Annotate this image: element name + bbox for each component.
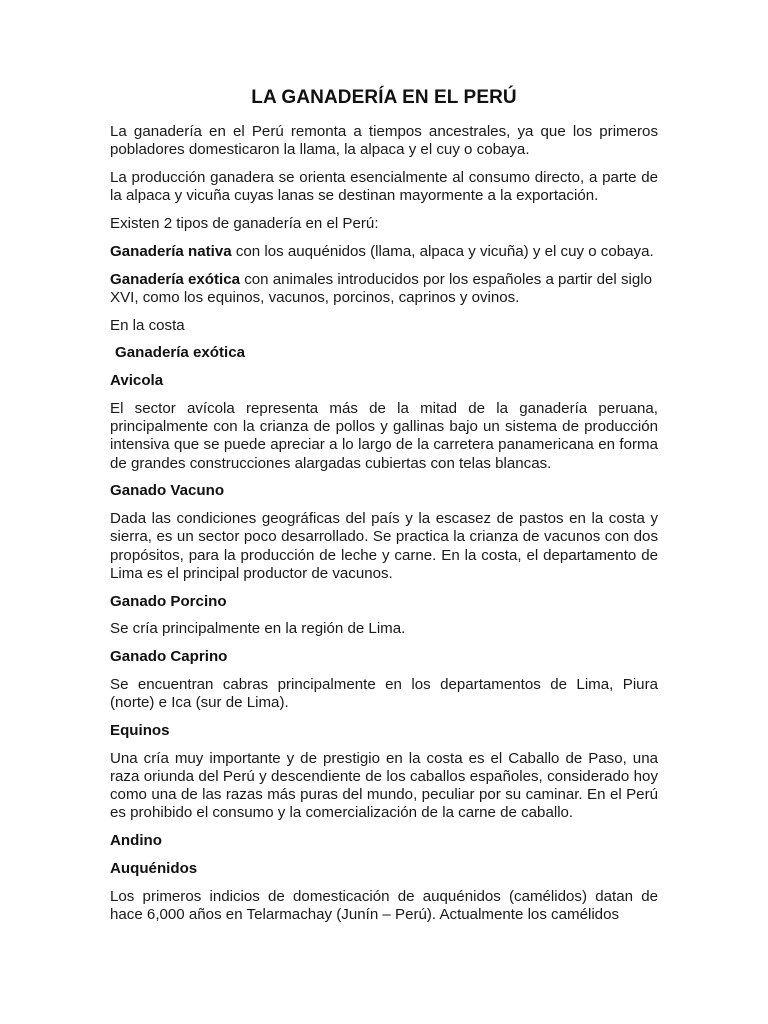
goats-paragraph: Se encuentran cabras principalmente en los departamentos de Lima, Piura (norte) e Ica (sur de Lima). xyxy=(110,675,658,712)
pigs-paragraph: Se cría principalmente en la región de Lima. xyxy=(110,620,406,638)
cattle-paragraph: Dada las condiciones geográficas del país y la escasez de pastos en la costa y sierra, es un sector poco desarrollado. Se practica la crianza de vacunos con dos propósitos, para la producción de leche y carne. En la costa, el departamento de Lima es el principal productor de vacunos. xyxy=(110,510,658,582)
native-livestock-text: con los auquénidos (llama, alpaca y vicuña) y el cuy o cobaya. xyxy=(231,242,654,260)
horses-paragraph: Una cría muy importante y de prestigio en la costa es el Caballo de Paso, una raza oriunda del Perú y descendiente de los caballos españoles, considerado hoy como una de las razas más puras del mundo, peculiar por su caminar. En el Perú es prohibido el consumo y la comercialización de la carne de caballo. xyxy=(110,749,658,822)
types-paragraph: Existen 2 tipos de ganadería en el Perú: xyxy=(110,215,379,232)
document-page xyxy=(110,86,658,934)
heading-cattle: Ganado Vacuno xyxy=(110,482,225,500)
heading-exotic-livestock: Ganadería exótica xyxy=(115,344,246,362)
native-livestock-term: Ganadería nativa xyxy=(110,242,232,260)
poultry-paragraph: El sector avícola representa más de la mitad de la ganadería peruana, principalmente con la crianza de pollos y gallinas bajo un sistema de producción intensiva que se puede apreciar a lo largo de la carretera panamericana en forma de grandes construcciones alargadas cubiertas con telas blancas. xyxy=(110,399,658,472)
document-title: LA GANADERÍA EN EL PERÚ xyxy=(251,87,517,108)
heading-andean: Andino xyxy=(110,832,162,850)
exotic-livestock-text: con animales introducidos por los españoles a partir del siglo XVI, como los equinos, vacunos, porcinos, caprinos y ovinos. xyxy=(110,270,653,306)
intro-paragraph: La ganadería en el Perú remonta a tiempos ancestrales, ya que los primeros pobladores domesticaron la llama, la alpaca y el cuy o cobaya. xyxy=(110,123,658,159)
production-paragraph: La producción ganadera se orienta esencialmente al consumo directo, a parte de la alpaca y vicuña cuyas lanas se destinan mayormente a la exportación. xyxy=(110,169,658,205)
coast-paragraph: En la costa xyxy=(110,316,185,334)
camelids-paragraph: Los primeros indicios de domesticación de auquénidos (camélidos) datan de hace 6,000 años en Telarmachay (Junín – Perú). Actualmente los camélidos xyxy=(110,887,658,923)
native-livestock-paragraph xyxy=(110,243,658,261)
exotic-livestock-term: Ganadería exótica xyxy=(110,270,241,288)
heading-pigs: Ganado Porcino xyxy=(110,592,227,610)
heading-goats: Ganado Caprino xyxy=(110,648,228,666)
heading-poultry: Avicola xyxy=(110,372,164,390)
heading-camelids: Auquénidos xyxy=(110,859,198,877)
heading-horses: Equinos xyxy=(110,721,170,739)
exotic-livestock-paragraph xyxy=(110,271,658,307)
